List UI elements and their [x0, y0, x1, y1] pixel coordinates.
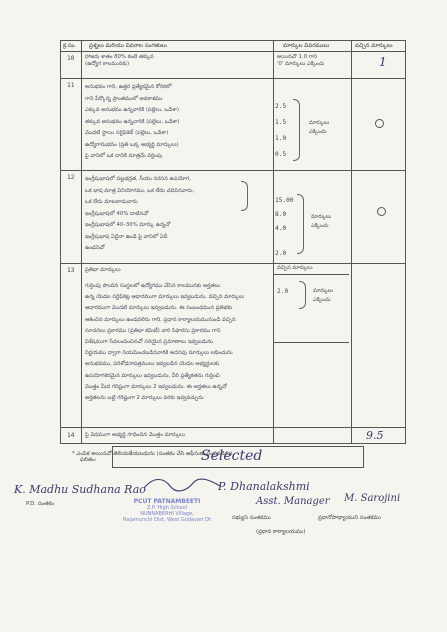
- header-awarded: వచ్చిన మార్కులు: [355, 43, 393, 49]
- member2-signature: M. Sarojini: [344, 493, 401, 504]
- row-title: ప్రతిభా మార్కులు: [85, 267, 121, 273]
- row-detail: ఇంగ్లీషుభాషలో పట్టభద్రత, సీయు సరసన ఉపయోగ, ఒక భాష మాత్ర వినియోగము, ఒక లేదు చదివినవారు, ఒక లేదు మాటలాడువారు ఇంగ్లీషుభాషలో 40% దాటినచో ఇంగ్లీషుభాషలో 40–30% మార్కు ఉన్నచో ఇంగ్లీషుభాష ఏదైనా ఉండి పై వానిలో ఏదీ ఉండనిచో: [85, 176, 195, 251]
- brace: [241, 181, 248, 211]
- row-detail: పై విధముగా అభ్యర్థి సాధించిన మొత్తం మార్కులు: [85, 432, 185, 438]
- scribble-signature: [140, 474, 225, 498]
- mark-values: 15.00 8.0 4.0: [275, 197, 294, 232]
- brace: [293, 99, 300, 161]
- member1-signature: P. Dhanalakshmi: [218, 480, 310, 493]
- awarded-mark: 1: [379, 55, 387, 69]
- mark-value: 2.0: [275, 250, 287, 257]
- header-detail: ప్రశ్నలు మరియు వివరాల సంగతులు: [89, 43, 167, 49]
- awarded-subheader: వచ్చిన మార్కులు: [277, 265, 313, 271]
- mark-values: 2.5 1.5 1.0 0.5: [275, 103, 287, 158]
- result-box: [112, 446, 364, 468]
- mark-label: మార్కులు ఎక్కించు: [311, 214, 332, 229]
- total-mark: 9.5: [366, 429, 384, 442]
- right-sign-note: (ప్రధాన కార్యాలయము): [256, 529, 306, 535]
- result-label: ఫలితం:: [80, 457, 97, 463]
- row-number: 12: [67, 174, 75, 181]
- header-sno: క్ర.సం.: [63, 43, 77, 49]
- mark-label: మార్కులు ఎక్కించు: [309, 120, 330, 135]
- footnote: * ఎంపిక అయినచో తెలియజేయబడును (సంతకం చేసి ఆఫీసుకు పంపవలెను).: [72, 451, 234, 457]
- right-sign-label: ప్రధానోపాధ్యాయుని సంతకము: [318, 515, 381, 521]
- row-number: 10: [67, 55, 75, 62]
- brace: [299, 281, 306, 309]
- result-value: Selected: [201, 448, 263, 464]
- marks-table: [60, 40, 406, 444]
- brace: [297, 194, 304, 254]
- row-number: 13: [67, 267, 75, 274]
- row-number: 11: [67, 82, 75, 89]
- member1-role: Asst. Manager: [256, 496, 330, 507]
- row-detail: అనుభవం గాని, ఉత్తర ప్రత్యేకమైన కోరికలో గాని పేర్కొన్న ప్రాంతములో అవకాశము ఎక్కువ అనుభవం ఉన్నవారికి (పల్లెలు, ఒడిశా) తక్కువ అనుభవం ఉన్నవారికి (పల్లెలు, ఒడిశా) మొదటి స్థాయి సర్టిఫికెట్ (పల్లెలు, ఒడిశా) ఉద్యోగానుభవం (ప్రతి ఒక్క అభ్యర్థి మార్కులు) పై వానిలో ఒక దానికి మాత్రమే వర్తింపు: [85, 84, 180, 159]
- candidate-signature: K. Madhu Sudhana Rao: [14, 483, 146, 496]
- row-detail: గుర్తింపు పొందిన సంస్థలలో ఉద్యోగము చేసిన కాలమునకు అర్హతలు ఉన్న యెడల సర్టిఫికెట్ల ఆధారముగా మార్కులు ఇవ్వబడును. వచ్చిన మార్కులు ఆధారముగా మొదటి మార్కులు ఇవ్వబడును. ఈ సంబంధమున ప్రతిభకు ఆశించిన మార్కులు ఉండవలెను గాని, ప్రధాన కార్యాలయమునుండి వచ్చిన సూచనలు ప్రకారము (ప్రతిభా కమిటీ) వారి సిఫారసు ప్రకారము గాని విశేషముగా సేవలందించినచో సరియైన ప్రమాణాలు ఇవ్వబడును నిర్ణయము ద్వారా నియమించబడినవారికి అదనపు మార్కులు లభించును అనుభవము, పరిశోధనాపత్రములు ఇవ్వబడిన యెడల అభ్యర్థులకు ఉపయోగకరమైన మార్కులు ఇవ్వబడును, వీరి ప్రత్యేకతను గుర్తించి మొత్తం మీద గరిష్టంగా మార్కులు 2 ఇవ్వబడును. ఈ అర్హతలు ఉన్నచో అర్హతలను బట్టి గరిష్టంగా 2 మార్కులు వరకు ఇవ్వవచ్చును: [85, 283, 245, 402]
- awarded-circle: [375, 119, 384, 128]
- mark-value: 2.0: [277, 288, 289, 295]
- awarded-circle: [377, 207, 386, 216]
- mark-label: మార్కులు ఎక్కించు: [313, 288, 334, 303]
- center-sign-label: సభ్యుని సంతకము: [232, 515, 271, 521]
- row-detail: హాజరు శాతం 80% కంటే తక్కువ (ఉద్యోగ కాలమునకు): [85, 54, 154, 67]
- row-number: 14: [67, 432, 75, 439]
- header-mark-details: మార్కుల వివరములు: [283, 43, 330, 49]
- official-stamp: PCUT PATNAMBEETI Z.P. High School NUNNABERHI Village, Rajamunchi Dist, West Godavari Dt: [123, 498, 211, 524]
- row-mark-text: అయినచో 1.0 గాని '0' మార్కులు ఎక్కించు: [277, 54, 325, 67]
- pd-signature-label: P.D. సంతకం: [26, 501, 54, 507]
